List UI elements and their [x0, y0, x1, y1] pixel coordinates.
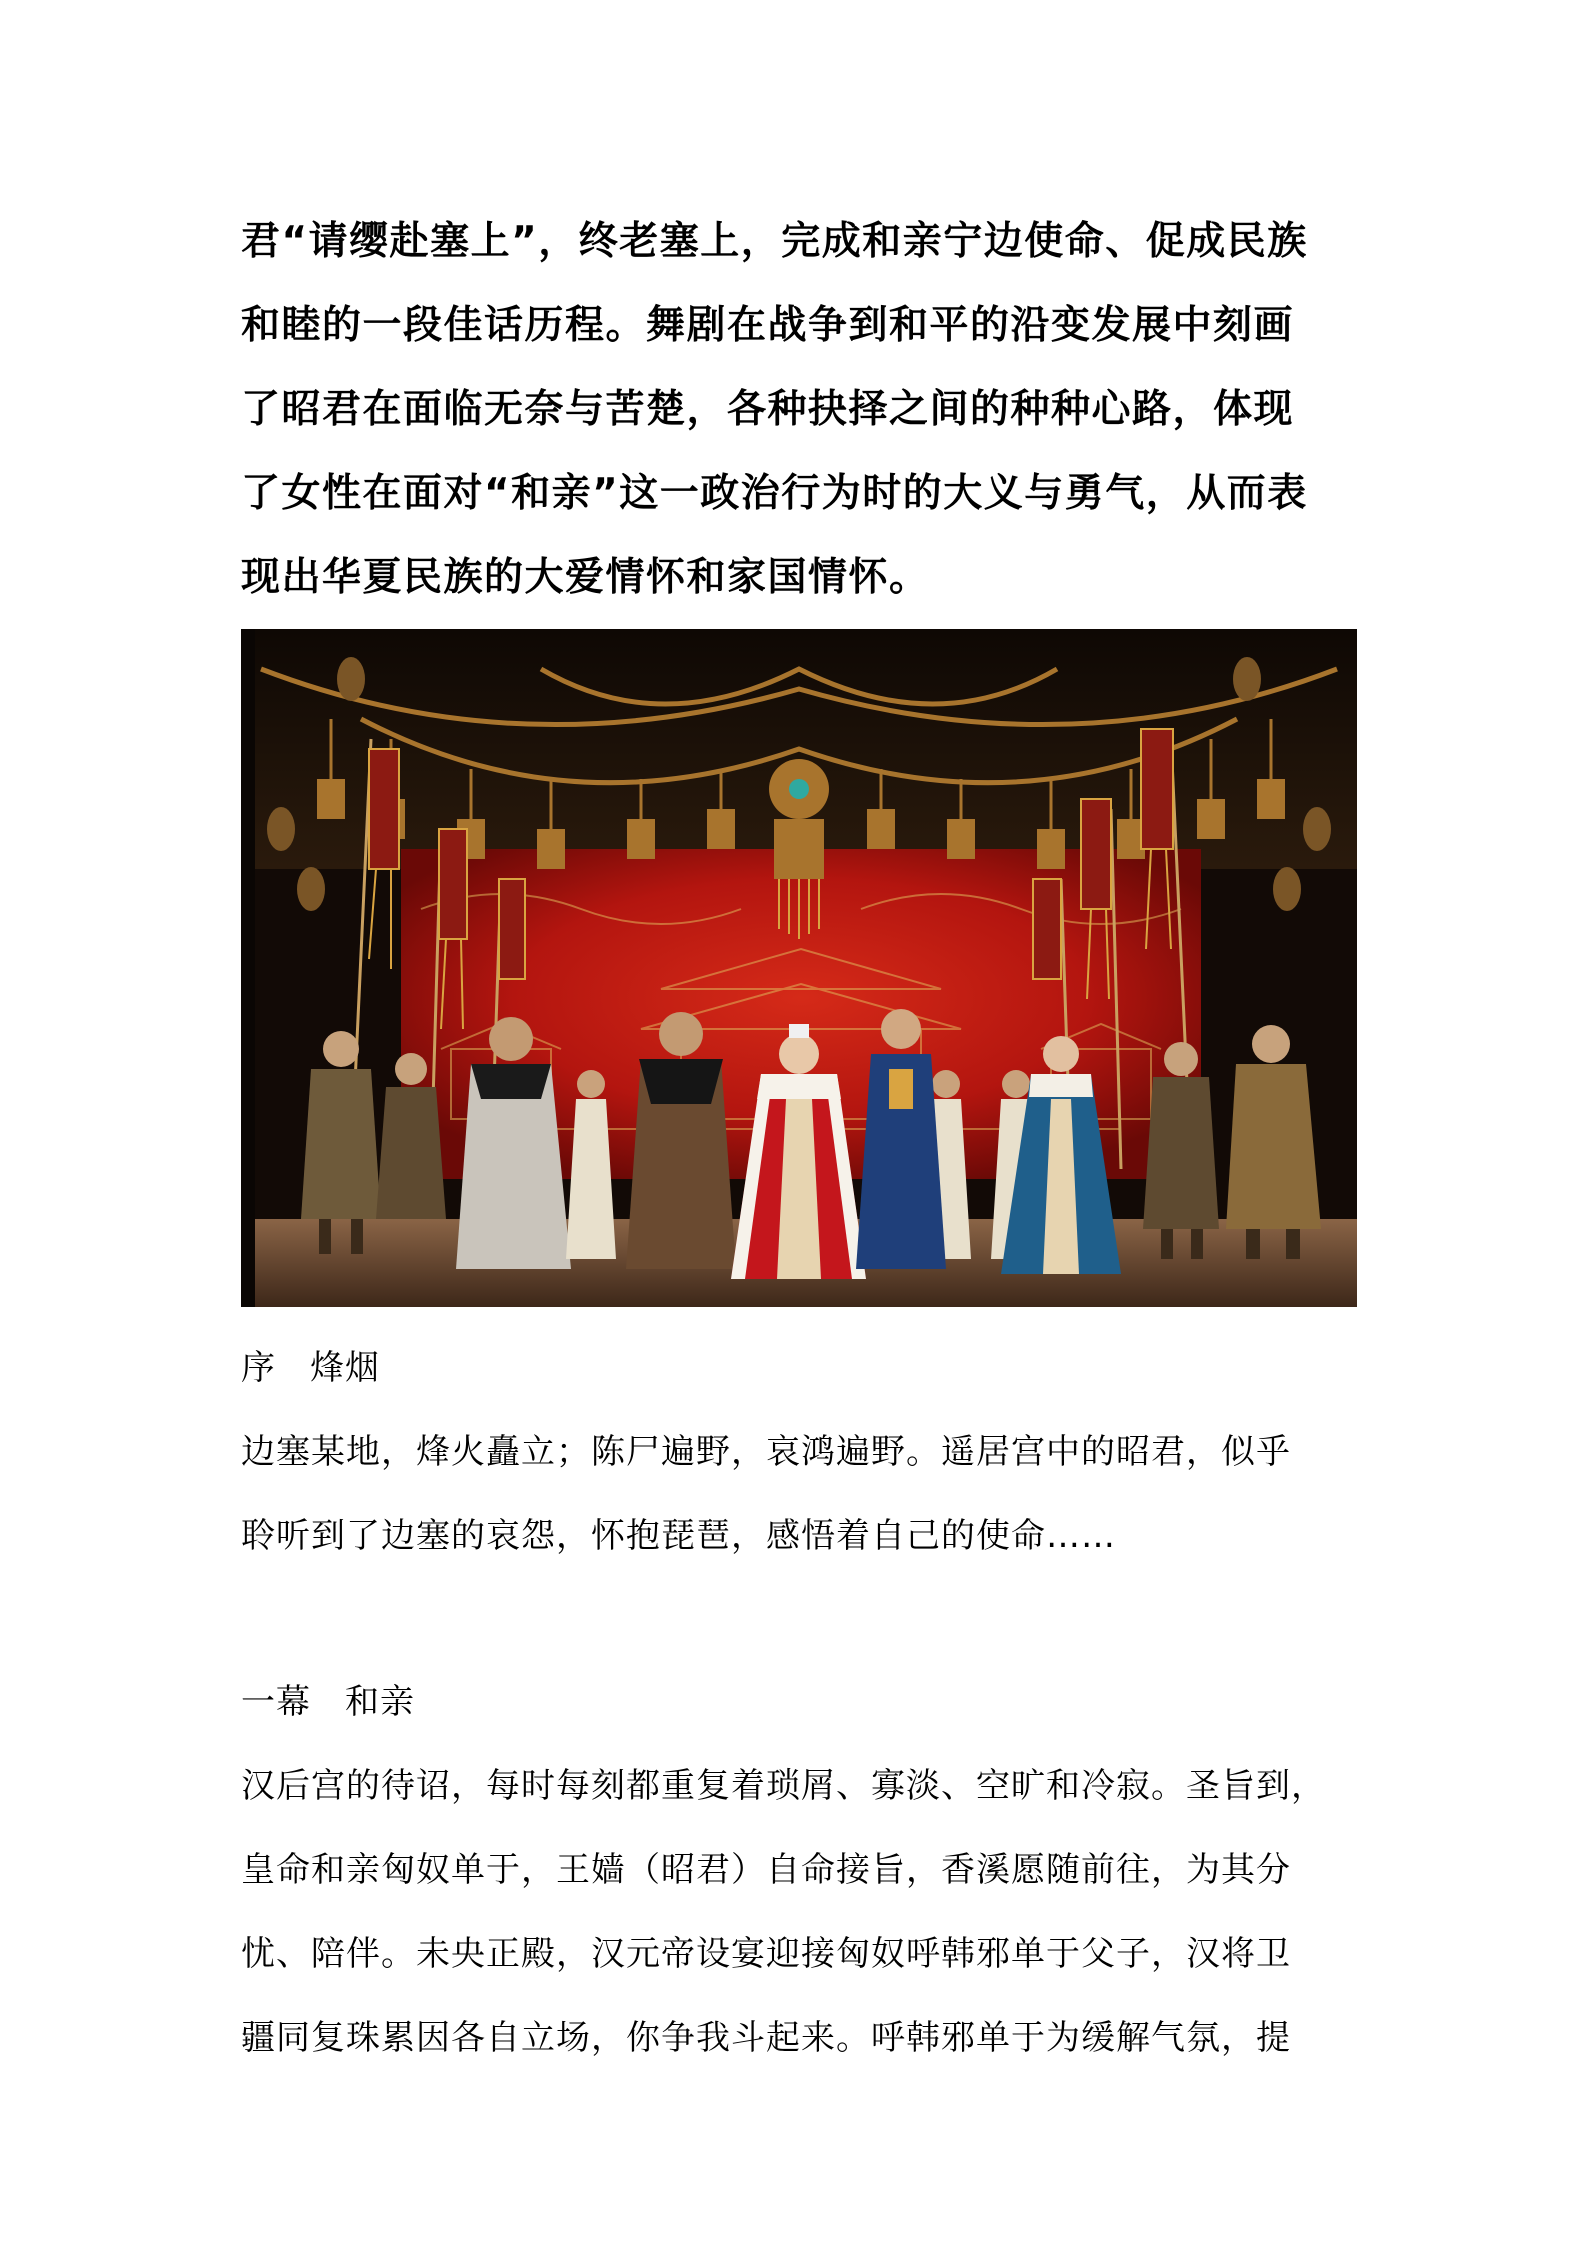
prologue-paragraph: [241, 1410, 1357, 1578]
intro-line: 了女性在面对“和亲”这一政治行为时的大义与勇气，从而表: [241, 471, 1308, 516]
section-heading-prologue: [241, 1348, 380, 1388]
section-title: 和亲: [345, 1682, 415, 1722]
act1-paragraph: [241, 1744, 1357, 2080]
paragraph-line: 边塞某地，烽火矗立；陈尸遍野，哀鸿遍野。遥居宫中的昭君，似乎: [241, 1432, 1291, 1472]
section-number: 序: [241, 1348, 276, 1388]
paragraph-line: 疆同复珠累因各自立场，你争我斗起来。呼韩邪单于为缓解气氛，提: [241, 2018, 1291, 2058]
stage-photo-illustration: [241, 629, 1357, 1307]
paragraph-line: 忧、陪伴。未央正殿，汉元帝设宴迎接匈奴呼韩邪单于父子，汉将卫: [241, 1934, 1291, 1974]
intro-line: 君“请缨赴塞上”，终老塞上，完成和亲宁边使命、促成民族: [241, 219, 1308, 264]
intro-line: 和睦的一段佳话历程。舞剧在战争到和平的沿变发展中刻画: [241, 303, 1295, 348]
intro-line: 现出华夏民族的大爱情怀和家国情怀。: [241, 555, 930, 600]
section-heading-act1: [241, 1682, 415, 1722]
stage-performance-photo: [241, 629, 1357, 1307]
intro-paragraph: [241, 200, 1357, 620]
paragraph-line: 汉后宫的待诏，每时每刻都重复着琐屑、寡淡、空旷和冷寂。圣旨到，: [241, 1766, 1326, 1806]
paragraph-line: 皇命和亲匈奴单于，王嫱（昭君）自命接旨，香溪愿随前往，为其分: [241, 1850, 1291, 1890]
intro-line: 了昭君在面临无奈与苦楚，各种抉择之间的种种心路，体现: [241, 387, 1295, 432]
section-title: 烽烟: [310, 1348, 380, 1388]
section-number: 一幕: [241, 1682, 311, 1722]
paragraph-line: 聆听到了边塞的哀怨，怀抱琵琶，感悟着自己的使命……: [241, 1516, 1116, 1556]
